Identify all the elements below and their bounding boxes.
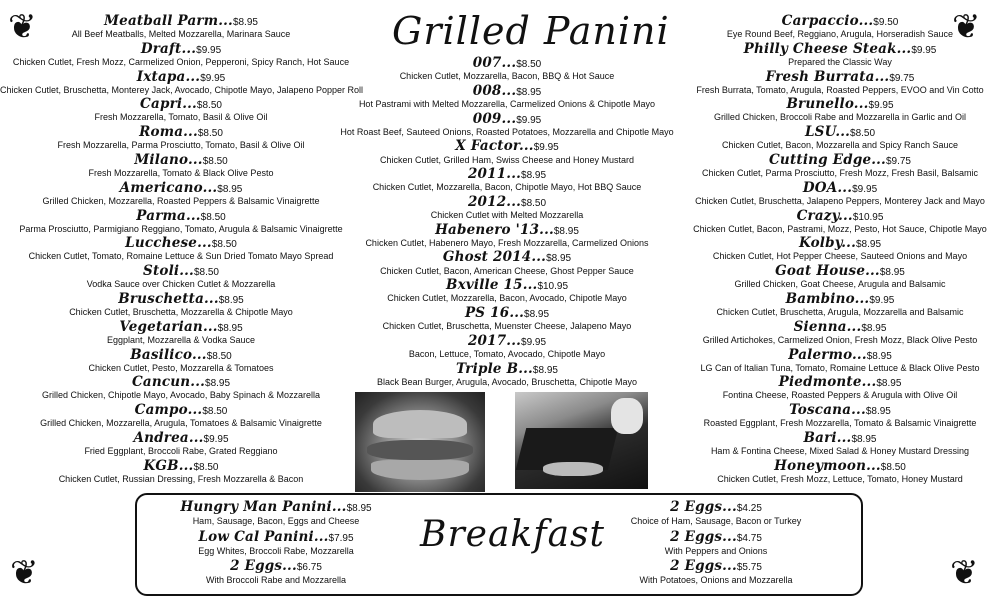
menu-item-price: $8.50 — [850, 128, 876, 140]
menu-item-title — [680, 348, 1000, 362]
menu-item-title — [337, 84, 677, 98]
menu-item-description: Fresh Burrata, Tomato, Arugula, Roasted Peppers, EVOO and Vin Cotto — [696, 84, 984, 95]
menu-item-name: Parma... — [136, 207, 201, 224]
menu-item-title — [0, 403, 362, 417]
right-menu-column — [680, 14, 1000, 487]
menu-item — [680, 125, 1000, 153]
menu-item-description: Ham & Fontina Cheese, Mixed Salad & Honey Mustard Dressing — [710, 445, 970, 456]
menu-item-name: Fresh Burrata... — [765, 68, 890, 85]
menu-item-description: Chicken Cutlet, Fresh Mozz, Lettuce, Tomato, Honey Mustard — [717, 473, 963, 484]
menu-item-title — [680, 459, 1000, 473]
menu-item-name: Bari... — [803, 429, 852, 446]
menu-item-description: Fontina Cheese, Roasted Peppers & Arugula with Olive Oil — [722, 390, 958, 401]
menu-item-name: Draft... — [140, 40, 197, 57]
menu-item-price: $9.50 — [873, 17, 899, 28]
menu-item-description: Chicken Cutlet, Bruschetta, Mozzarella & Chipotle Mayo — [69, 306, 293, 317]
menu-item — [680, 236, 1000, 264]
menu-item-price: $8.50 — [197, 128, 223, 140]
menu-item-title — [160, 499, 392, 514]
menu-item-title — [0, 97, 362, 111]
menu-item-name: 2 Eggs... — [670, 558, 737, 574]
menu-item-name: Stoli... — [143, 263, 194, 280]
panini-sandwich-photo — [355, 392, 485, 492]
ornament-bottom-right-icon: ❦ — [950, 553, 979, 593]
menu-item — [600, 529, 832, 559]
menu-item-description: Fried Eggplant, Broccoli Rabe, Grated Reggiano — [84, 445, 278, 456]
menu-item-price: $9.95 — [869, 294, 895, 306]
menu-item-title — [680, 70, 1000, 84]
menu-item-description: Grilled Artichokes, Carmelized Onion, Fresh Mozz, Black Olive Pesto — [702, 334, 978, 345]
menu-item — [680, 153, 1000, 181]
menu-item-price: $8.50 — [206, 350, 232, 362]
menu-item — [0, 125, 362, 153]
menu-item-description: Vodka Sauce over Chicken Cutlet & Mozzarella — [86, 279, 276, 290]
menu-item-description: Eye Round Beef, Reggiano, Arugula, Horseradish Sauce — [726, 29, 954, 39]
menu-item-price: $8.95 — [855, 239, 882, 251]
menu-item-name: Piedmonte... — [778, 374, 877, 391]
breakfast-right-column — [600, 499, 832, 588]
menu-item-description: Roasted Eggplant, Fresh Mozzarella, Tomato & Balsamic Vinaigrette — [703, 418, 977, 429]
menu-item-description: With Peppers and Onions — [664, 545, 768, 556]
menu-item-title — [337, 167, 677, 181]
menu-item-description: Chicken Cutlet, Bacon, Pastrami, Mozz, Pesto, Hot Sauce, Chipotle Mayo — [693, 223, 987, 234]
menu-item-title — [337, 250, 677, 264]
menu-item-description: Chicken Cutlet, Fresh Mozz, Carmelized Onion, Pepperoni, Spicy Ranch, Hot Sauce — [12, 56, 350, 67]
menu-item-title — [600, 499, 832, 514]
menu-item-price: $9.95 — [911, 44, 937, 56]
menu-item-name: 2012... — [467, 193, 522, 210]
menu-item-price: $8.95 — [879, 267, 905, 279]
menu-item-name: Toscana... — [789, 402, 866, 419]
menu-item-name: Kolby... — [798, 235, 856, 252]
menu-item-title — [680, 292, 1000, 306]
menu-item-price: $9.75 — [889, 72, 915, 84]
menu-item-title — [160, 558, 392, 573]
menu-item-name: 2 Eggs... — [670, 528, 737, 545]
menu-item — [680, 97, 1000, 125]
menu-item-price: $8.95 — [532, 364, 558, 376]
menu-item — [600, 558, 832, 588]
menu-item — [0, 181, 362, 209]
menu-item-name: Capri... — [140, 96, 197, 113]
breakfast-title: Breakfast — [420, 514, 605, 555]
menu-item-price: $8.50 — [880, 461, 906, 473]
menu-item-description: Grilled Chicken, Chipotle Mayo, Avocado, Baby Spinach & Mozzarella — [42, 390, 320, 401]
menu-item-name: Honeymoon... — [774, 457, 881, 474]
menu-item-price: $8.95 — [217, 183, 243, 195]
menu-item-description: Egg Whites, Broccoli Rabe, Mozzarella — [198, 545, 354, 556]
menu-item — [680, 375, 1000, 403]
menu-item — [337, 195, 677, 223]
menu-item-description: Chicken Cutlet, Russian Dressing, Fresh Mozzarella & Bacon — [58, 473, 304, 484]
menu-item-price: $8.95 — [346, 503, 372, 514]
menu-item — [0, 209, 362, 237]
menu-item-description: Hot Pastrami with Melted Mozzarella, Carmelized Onions & Chipotle Mayo — [358, 98, 656, 109]
menu-item-title — [0, 153, 362, 167]
menu-item-description: Black Bean Burger, Arugula, Avocado, Bruschetta, Chipotle Mayo — [377, 376, 637, 387]
menu-item-title — [680, 97, 1000, 111]
menu-item-description: Bacon, Lettuce, Tomato, Avocado, Chipotle Mayo — [408, 349, 606, 359]
menu-item-price: $6.75 — [296, 562, 322, 573]
menu-item — [0, 97, 362, 125]
menu-item-price: $8.95 — [876, 378, 902, 390]
menu-item-title — [680, 236, 1000, 250]
menu-item-description: Chicken Cutlet, Bruschetta, Monterey Jack, Avocado, Chipotle Mayo, Jalapeno Popper Roll — [0, 84, 364, 95]
menu-item — [0, 459, 362, 487]
menu-item-name: 2 Eggs... — [670, 499, 737, 515]
menu-item — [680, 403, 1000, 431]
menu-item-name: Americano... — [119, 179, 218, 196]
menu-item-title — [600, 558, 832, 573]
menu-item-price: $8.95 — [217, 322, 243, 334]
menu-item-price: $7.95 — [328, 532, 354, 544]
menu-item-price: $4.25 — [736, 503, 762, 514]
menu-item — [337, 56, 677, 84]
menu-item-name: Vegetarian... — [119, 318, 218, 335]
menu-item-title — [680, 320, 1000, 334]
menu-item — [160, 558, 392, 588]
menu-item — [337, 278, 677, 306]
menu-item-name: Bruschetta... — [118, 290, 219, 307]
menu-item-price: $8.95 — [521, 170, 547, 182]
menu-item-name: KGB... — [143, 457, 194, 474]
menu-item-description: Fresh Mozzarella, Tomato, Basil & Olive Oil — [94, 112, 268, 123]
menu-item-title — [680, 431, 1000, 445]
middle-menu-column — [337, 56, 677, 389]
left-menu-column — [0, 14, 362, 487]
menu-item-price: $5.75 — [736, 562, 762, 573]
menu-item-name: DOA... — [802, 179, 853, 196]
menu-item-name: LSU... — [804, 124, 851, 141]
menu-item-description: Chicken Cutlet with Melted Mozzarella — [430, 210, 584, 221]
menu-item-name: 007... — [472, 55, 517, 71]
menu-item — [0, 292, 362, 320]
menu-item-title — [0, 70, 362, 84]
menu-item — [337, 167, 677, 195]
menu-item-name: PS 16... — [464, 305, 525, 322]
menu-item-price: $9.95 — [868, 100, 894, 112]
menu-item-title — [337, 223, 677, 237]
menu-item-description: Chicken Cutlet, Bacon, Mozzarella and Spicy Ranch Sauce — [721, 140, 959, 151]
menu-item-price: $8.50 — [202, 155, 228, 167]
menu-item — [337, 223, 677, 251]
menu-item-description: Grilled Chicken, Broccoli Rabe and Mozzarella in Garlic and Oil — [713, 112, 967, 123]
menu-item-description: Eggplant, Mozzarella & Vodka Sauce — [106, 334, 256, 345]
menu-item — [0, 264, 362, 292]
menu-item-description: Grilled Chicken, Mozzarella, Roasted Peppers & Balsamic Vinaigrette — [42, 195, 320, 206]
menu-item-name: Lucchese... — [125, 235, 212, 252]
menu-item-description: Chicken Cutlet, Bruschetta, Jalapeno Peppers, Monterey Jack and Mayo — [695, 195, 985, 206]
menu-item-name: 008... — [472, 82, 517, 99]
menu-item-price: $9.95 — [196, 44, 222, 56]
panini-press-photo — [515, 392, 648, 489]
menu-item-description: Parma Prosciutto, Parmigiano Reggiano, Tomato, Arugula & Balsamic Vinaigrette — [19, 223, 343, 234]
menu-item — [337, 84, 677, 112]
menu-item-name: Ixtapa... — [136, 68, 201, 85]
menu-item — [337, 306, 677, 334]
menu-item-name: Bambino... — [785, 290, 870, 307]
menu-item-description: Chicken Cutlet, Mozzarella, Bacon, Chipotle Mayo, Hot BBQ Sauce — [372, 182, 642, 193]
menu-item — [337, 334, 677, 362]
menu-item-description: Chicken Cutlet, Habenero Mayo, Fresh Mozzarella, Carmelized Onions — [365, 237, 649, 248]
menu-item — [680, 431, 1000, 459]
menu-item-title — [0, 431, 362, 445]
menu-item-name: Palermo... — [788, 346, 867, 363]
menu-item-description: LG Can of Italian Tuna, Tomato, Romaine Lettuce & Black Olive Pesto — [700, 362, 980, 373]
breakfast-left-column — [160, 499, 392, 588]
menu-item-title — [0, 42, 362, 56]
menu-item-price: $8.95 — [851, 433, 877, 445]
menu-item — [337, 139, 677, 167]
menu-item — [337, 362, 677, 390]
menu-item — [680, 459, 1000, 487]
menu-item-price: $8.50 — [196, 100, 222, 112]
menu-item-price: $8.95 — [861, 322, 887, 334]
menu-item-description: Chicken Cutlet, Mozzarella, Bacon, BBQ & Hot Sauce — [399, 71, 615, 82]
menu-item — [0, 42, 362, 70]
menu-item-description: Fresh Mozzarella, Parma Prosciutto, Tomato, Basil & Olive Oil — [57, 140, 305, 151]
menu-item-price: $8.95 — [546, 253, 572, 265]
menu-item-price: $8.50 — [516, 59, 542, 70]
menu-item — [160, 529, 392, 559]
menu-item-description: With Broccoli Rabe and Mozzarella — [205, 575, 347, 585]
ornament-bottom-left-icon: ❦ — [10, 553, 39, 593]
menu-item-price: $8.95 — [232, 17, 258, 28]
menu-item-price: $9.95 — [533, 142, 559, 154]
menu-item-description: Grilled Chicken, Mozzarella, Arugula, Tomatoes & Balsamic Vinaigrette — [40, 418, 322, 429]
menu-item-price: $8.95 — [866, 350, 892, 362]
menu-item-title — [0, 209, 362, 223]
menu-item — [0, 348, 362, 376]
menu-item-title — [337, 56, 677, 70]
menu-item-description: Chicken Cutlet, Bacon, American Cheese, Ghost Pepper Sauce — [380, 265, 634, 276]
menu-item-title — [0, 375, 362, 389]
menu-item — [0, 14, 362, 42]
menu-item-title — [0, 348, 362, 362]
menu-item-title — [600, 529, 832, 544]
menu-item-title — [337, 139, 677, 153]
menu-item-title — [0, 236, 362, 250]
menu-item-price: $4.75 — [736, 532, 762, 544]
menu-item-price: $9.95 — [200, 72, 226, 84]
menu-item-title — [0, 14, 362, 28]
menu-item-name: Sienna... — [793, 318, 862, 335]
menu-item-price: $10.95 — [852, 211, 884, 223]
menu-item-name: Brunello... — [786, 96, 869, 113]
menu-item-price: $8.50 — [193, 461, 219, 473]
menu-item-name: 2017... — [467, 332, 522, 349]
menu-item-description: Ham, Sausage, Bacon, Eggs and Cheese — [192, 516, 360, 526]
ornament-top-right-icon: ❦ — [952, 7, 981, 47]
menu-item-title — [680, 153, 1000, 167]
menu-item-description: Chicken Cutlet, Mozzarella, Bacon, Avocado, Chipotle Mayo — [387, 293, 627, 304]
menu-item — [680, 70, 1000, 98]
menu-item-price: $9.95 — [516, 114, 542, 126]
menu-item-name: Philly Cheese Steak... — [743, 40, 912, 57]
menu-item-name: Crazy... — [796, 207, 853, 224]
menu-item-price: $8.95 — [524, 309, 550, 321]
menu-item — [337, 250, 677, 278]
menu-item — [0, 236, 362, 264]
menu-item-name: Cancun... — [131, 374, 206, 391]
menu-item-name: Roma... — [139, 124, 198, 141]
menu-item — [0, 70, 362, 98]
menu-item-description: Grilled Chicken, Goat Cheese, Arugula and Balsamic — [734, 279, 946, 290]
menu-item-description: Chicken Cutlet, Parma Prosciutto, Fresh Mozz, Fresh Basil, Balsamic — [701, 167, 979, 178]
menu-item — [680, 320, 1000, 348]
menu-item-name: Basilico... — [130, 346, 207, 363]
menu-item-name: X Factor... — [455, 138, 534, 155]
menu-item-price: $8.95 — [553, 225, 579, 237]
menu-item-description: Chicken Cutlet, Hot Pepper Cheese, Sauteed Onions and Mayo — [712, 251, 968, 262]
menu-item-price: $8.50 — [211, 239, 237, 251]
menu-item-price: $8.50 — [200, 211, 226, 223]
menu-item-description: Chicken Cutlet, Bruschetta, Arugula, Mozzarella and Balsamic — [716, 306, 964, 317]
menu-item-price: $8.50 — [521, 197, 547, 209]
menu-item-description: All Beef Meatballs, Melted Mozzarella, Marinara Sauce — [71, 29, 291, 39]
menu-item-title — [680, 209, 1000, 223]
menu-item-title — [337, 334, 677, 348]
menu-item-description: Hot Roast Beef, Sauteed Onions, Roasted Potatoes, Mozzarella and Chipotle Mayo — [340, 126, 674, 137]
menu-item-name: 009... — [472, 110, 517, 127]
menu-item — [0, 320, 362, 348]
menu-item-title — [680, 181, 1000, 195]
menu-item-price: $9.95 — [852, 183, 878, 195]
menu-item — [337, 112, 677, 140]
menu-item-price: $9.75 — [885, 155, 911, 167]
menu-item-price: $8.95 — [205, 378, 231, 390]
menu-item-title — [0, 264, 362, 278]
menu-item — [160, 499, 392, 529]
menu-item-title — [680, 375, 1000, 389]
menu-item-title — [0, 320, 362, 334]
menu-item-name: Bxville 15... — [445, 277, 538, 294]
menu-item-description: Chicken Cutlet, Bruschetta, Muenster Cheese, Jalapeno Mayo — [382, 321, 632, 332]
menu-item-name: Low Cal Panini... — [198, 528, 329, 545]
menu-item-price: $9.95 — [521, 336, 547, 348]
menu-item — [680, 264, 1000, 292]
menu-item-name: Andrea... — [133, 429, 204, 446]
menu-item-title — [337, 306, 677, 320]
menu-item — [0, 403, 362, 431]
menu-item-price: $8.50 — [193, 267, 219, 279]
menu-item-title — [337, 195, 677, 209]
menu-item-description: Chicken Cutlet, Grilled Ham, Swiss Cheese and Honey Mustard — [379, 154, 635, 165]
menu-item-title — [680, 403, 1000, 417]
menu-item-title — [337, 112, 677, 126]
menu-item-title — [0, 459, 362, 473]
menu-item — [680, 181, 1000, 209]
menu-item — [0, 431, 362, 459]
menu-item — [600, 499, 832, 529]
menu-item-title — [0, 292, 362, 306]
menu-item — [0, 153, 362, 181]
menu-item-name: Hungry Man Panini... — [180, 499, 347, 515]
menu-item-title — [0, 181, 362, 195]
menu-item-description: Fresh Mozzarella, Tomato & Black Olive Pesto — [88, 167, 274, 178]
menu-item-description: Choice of Ham, Sausage, Bacon or Turkey — [630, 516, 802, 526]
ornament-top-left-icon: ❦ — [8, 7, 37, 47]
menu-item-price: $8.95 — [218, 294, 244, 306]
menu-item-name: 2 Eggs... — [230, 558, 297, 574]
menu-item-title — [680, 125, 1000, 139]
menu-item-name: Campo... — [134, 402, 203, 419]
menu-item-price: $8.50 — [202, 406, 228, 418]
menu-item-name: Goat House... — [775, 263, 880, 280]
grilled-panini-title: Grilled Panini — [392, 9, 670, 53]
menu-item-price: $8.95 — [516, 86, 542, 98]
menu-item — [680, 292, 1000, 320]
menu-item-description: With Potatoes, Onions and Mozzarella — [639, 575, 793, 585]
menu-item-description: Prepared the Classic Way — [788, 56, 892, 67]
menu-item — [0, 375, 362, 403]
menu-item-price: $8.95 — [865, 406, 891, 418]
menu-item-title — [337, 362, 677, 376]
menu-item-name: Triple B... — [456, 360, 533, 377]
menu-item-price: $9.95 — [203, 433, 229, 445]
menu-item-name: Habenero '13... — [435, 221, 554, 238]
menu-item-name: Ghost 2014... — [442, 249, 547, 266]
menu-item-title — [680, 264, 1000, 278]
menu-item — [680, 348, 1000, 376]
menu-item — [680, 209, 1000, 237]
menu-item-title — [0, 125, 362, 139]
menu-item-name: Cutting Edge... — [768, 151, 886, 168]
menu-item-name: Meatball Parm... — [104, 13, 233, 29]
menu-item-description: Chicken Cutlet, Pesto, Mozzarella & Tomatoes — [88, 362, 274, 373]
menu-item-title — [337, 278, 677, 292]
menu-item-name: Carpaccio... — [781, 13, 874, 29]
menu-item-name: Milano... — [134, 151, 203, 168]
menu-item-description: Chicken Cutlet, Tomato, Romaine Lettuce & Sun Dried Tomato Mayo Spread — [28, 251, 334, 262]
menu-item-name: 2011... — [467, 166, 522, 183]
menu-item-title — [160, 529, 392, 544]
menu-item-price: $10.95 — [537, 281, 569, 293]
